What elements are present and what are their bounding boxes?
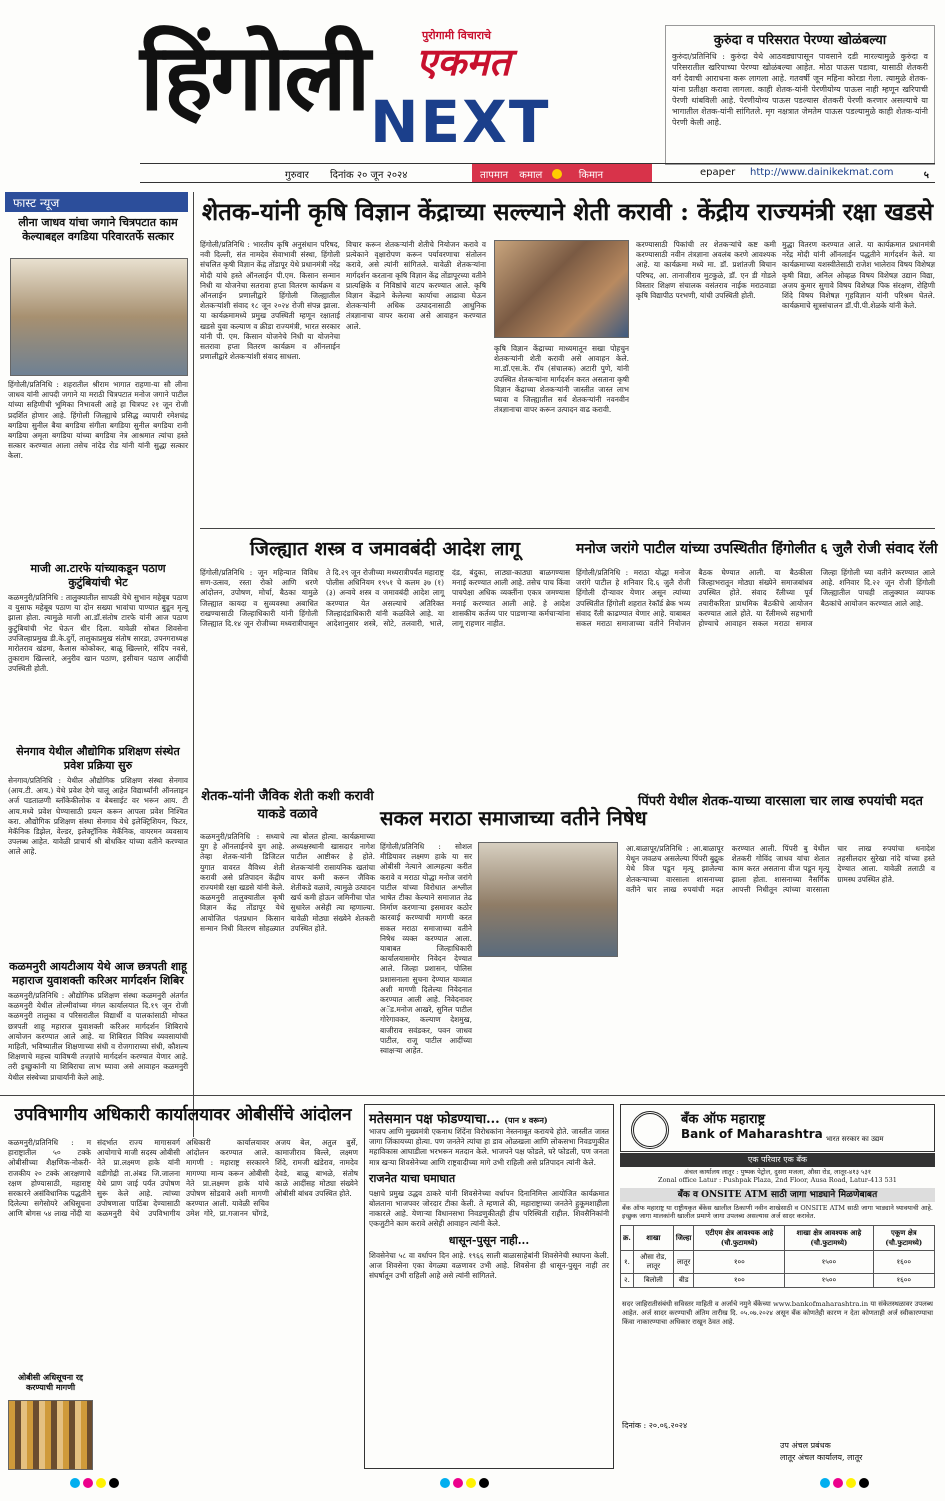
black-dot [109,1478,119,1488]
subhead: धासून-पुसून नाही... [448,1233,530,1247]
story-body: हिंगोली/प्रतिनिधि : मराठा योद्धा मनोज जरांगे पाटील हे शनिवार दि.६ जुलै रोजी हिंगोली दौऱ्यावर येणार असून त्यांच्या उपस्थितीत हिंगोली शहरात रेकॉर्ड ब्रेक भव्य संवाद रॅली काढण्यात येणार आहे. याबाबत सकल मराठा समाजाच्या वतीने नियोजन बैठक घेण्यात आली. या बैठकीला जिल्हाभरातून मोठ्या संख्येने समाजबांधव उपस्थित होते. संवाद रॅलीच्या पूर्व तयारीकरिता प्राथमिक बैठकीचे आयोजन करण्यात आले होते. या रॅलीमध्ये सहभागी होण्याचे आवाहन सकल मराठा समाज जिल्हा हिंगोली च्या वतीने करण्यात आले आहे. शनिवार दि.२२ जून रोजी हिंगोली जिल्ह्यातील पाचही तालुक्यात व्यापक बैठकांचे आयोजन करण्यात आले आहे. [576,568,935,629]
magenta-dot [833,1478,843,1488]
color-registration-strip [70,1478,119,1490]
black-dot [859,1478,869,1488]
table-cell: १५०० [785,1274,873,1288]
bank-office [622,1168,933,1184]
story-body: सेनगाव/प्रतिनिधि : येथील औद्योगिक प्रशिक्षण संस्था सेनगाव (आय.टी. आय.) येथे प्रवेश देणे चालू आहेत विद्यार्थ्यांनी ऑनलाइन अर्ज पडताळणी ब्लॉकेकीलोक व बेबसाईट वर भरून आय. टी आय.मध्ये प्रवेश घेण्यासाठी प्रयत्न करून आपला प्रवेश निश्चित करा. औद्योगिक प्रशिक्षण संस्था सेनगाव येथे इलेक्ट्रिशियन, फिटर, मेकॅनिक डिझेल, वेल्डर, इलेक्ट्रॉनिक मेकॅनिक, वायरमन व्यवसाय उपलब्ध आहेत. यावेळी प्राचार्य श्री बोधकिर यांच्या वतीने करण्यात आले आहे. [8,776,188,857]
cyan-dot [820,1478,830,1488]
paper-logo: एकमत [416,39,511,84]
table-header-row [621,1226,935,1251]
cyan-dot [70,1478,80,1488]
subhead: राजनेत याचा घमाघात [369,1171,456,1185]
story-body: भाजप आणि मुख्यमंत्री एकनाथ शिंदेंना विरोधकांना नेस्तनाबूत करायचे होते. जास्तीत जास्त जागा जिंकायच्या होत्या. पण जनतेने त्यांचा हा डाव ओळखला आणि लोकसभा निवडणुकीत महाविकास आघाडीला भरभरून मतदान केले. भाजपने पक्ष फोडले, घरे फोडली, पण जनता मात्र खऱ्या शिवसेनेच्या आणि राष्ट्रवादीच्या मागे उभी राहिली असे प्रतिपादन त्यांनी केले. [369,1127,609,1167]
organic-headline: शेतक-यांनी जैविक शेती कशी करावी याकडे वळावे [201,789,374,822]
lead-text: मुद्धा वितरण करण्यात आले. या कार्यक्रमात प्रधानमंत्री नरेंद्र मोदी यांनी ऑनलाईन पद्धतीने मार्गदर्शन केले. या कार्यक्रमाच्या यशस्वीतेसाठी राजेश भालेराव विषय विशेषज्ञ कृषी विद्या, अनिल ओव्हळ विषय विशेषज्ञ उद्यान विद्या, अजय कुमार सुगावे विषय विशेषज्ञ पिक संरक्षण, रोहिणी शिंदे विषय विशेषज्ञ गृहविज्ञान यांनी परिश्रम घेतले. कार्यक्रमाचे सूत्रसंचालन डॉ.पी.पी.शेळके यांनी केले. [782,240,935,311]
table-header: एकूण क्षेत्र (चौ.फुटामध्ये) [873,1226,934,1251]
felicitation-photo [10,258,188,376]
cyan-dot [440,1478,450,1488]
page-number: ५ [923,170,929,181]
pimpri-story [626,844,935,1087]
bank-name-english: Bank of Maharashtra [681,1127,823,1141]
obc-headline: उपविभागीय अधिकारी कार्यालयावर ओबीसींचे आंदोलन [14,1105,352,1125]
story-body: कळमनुरी/प्रतिनिधि : म हाराष्ट्रातील ५० टक्के ओबीसीच्या शैक्षणिक-नोकरी-राजकीय २० टक्के आरक्षणाचे रक्षण होण्यासाठी, महाराष्ट्र सरकारने असंविधानिक पद्धतीने दिलेल्या सगेसोयरे अधिसूचना आणि बोगस ५४ लाख नोंदी या संदर्भात राज्य मागासवर्ग आयोगाचे माजी सदस्य ओबीसी नेते प्रा.लक्ष्मण हाके यांनी वडीगोद्री ता.अंबड जि.जालना येथे प्राण जाई पर्यंत उपोषण सुरू केले आहे. त्यांच्या उपोषणाला पाठिंबा देण्यासाठी कळमनुरी येथे उपविभागीय अधिकारी कार्यालयावर आंदोलन करण्यात आले. मागणी : महाराष्ट्र सरकारने मागण्या मान्य करून ओबीसी नेते प्रा.लक्ष्मण हाके यांचे उपोषण सोडवावे अशी मागणी करण्यात आली. यावेळी सचिव उमेश गोरे, प्रा.गजानन घोंगडे, अजय बेल, अतुल बुर्से, कामाजीराव बिल्ले, लक्ष्मण शिंदे, रामजी खंडेराव, नामदेव देवडे, बाळू बाभळे, संतोष काळे आदींसह मोठ्या संख्येने ओबीसी बांधव उपस्थित होते. [8,1138,358,1219]
magenta-dot [453,1478,463,1488]
temperature-box [472,164,652,182]
yellow-dot [96,1478,106,1488]
continued-from: (पान ४ वरून) [504,1115,548,1125]
bank-ad-header [620,1104,935,1152]
section-divider [200,528,935,529]
min-label: किमान [578,170,604,181]
bank-tagline: एक परिवार एक बँक [620,1153,935,1167]
story-body: हिंगोली/प्रतिनिधि : सोशल मीडियावर लक्ष्मण हाके या सर ओबीसी नेत्याने आत्महत्या करीत करावे व मराठा योद्धा मनोज जरांगे पाटील यांच्या विरोधात अश्लील भाषेत टीका केल्याने समाजात तेढ निर्माण करणाऱ्या इसमावर कठोर कारवाई करण्याची मागणी करत सकल मराठा समाजाच्या वतीने निषेध व्यक्त करण्यात आला. याबाबत जिल्हाधिकारी कार्यालयासमोर निवेदन देण्यात आले. जिल्हा प्रशासन, पोलिस प्रशासनाला सुचना देण्यात याव्यात अशी मागणी दिलेल्या निवेदनात करण्यात आली आहे. निवेदनावर अॅड.मनोज आखरे, सुनिल पाटील गोरेगावकर, कल्याण देशमुख, बाजीराव सवंडकर, पवन जाधव पाटील, राजू पाटील आदींच्या स्वाक्षऱ्या आहेत. [380,842,472,1056]
top-story-body: कुरुंदा/प्रतिनिधि : कुरुंदा येथे आठवड्यापासून पावसाने दडी मारल्यामुळे कुरुंदा व परिसरातील खरिपाच्या पेरण्या खोळंबल्या आहेत. मोठा पाऊस पडावा, यासाठी शेतकरी वर्ग देवाची आराधना करू लागला आहे. गतवर्षी जून महिना कोरडा गेला. त्यामुळे शेतक-यांना प्रतीक्षा करावा लागला. काही शेतक-यांनी पेरणीयोग्य पाऊस नाही म्हणून खरिपाची पेरणी थांबविली आहे. पेरणीयोग्य पाऊस पडल्यास शेतकरी पेरणी करणार असल्याचे या भागातील शेतक-यांनी सांगितले. मृग नक्षत्रात जेमतेम पाऊस पडल्यामुळे काही शेतक-यांनी पेरणी केली आहे. [672,52,928,127]
office-address-en: Zonal office Latur : Pushpak Plaza, 2nd Floor, Ausa Road, Latur-413 531 [658,1176,897,1184]
notice-title: बँक व ONSITE ATM साठी जागा भाड्याने मिळणेबाबत [620,1188,935,1202]
table-cell: १०० [694,1274,785,1288]
bank-footer [622,1300,933,1410]
caption: ओबीसी अधिसूचना रद्द करण्याची मागणी [17,1372,84,1392]
table-cell: औसा रोड, लातूर [633,1251,673,1274]
lead-headline: शेतक-यांनी कृषि विज्ञान केंद्राच्या सल्ल्याने शेती करावी : केंद्रीय राज्यमंत्री रक्षा खडसे [201,197,934,226]
story-title: लीना जाधव यांचा जगाने चित्रपटात काम केल्याबद्दल वगडिया परिवारतर्फे सत्कार [18,216,178,243]
table-cell: बिलोली [633,1274,673,1288]
fast-news-story-2 [8,562,188,737]
magenta-dot [83,1478,93,1488]
story-body: हिंगोली/प्रतिनिधि : जून महिन्यात विविध सण-उत्सव, रस्ता रोको आणि धरणे आंदोलन, उपोषण, मोर्चा, बैठका यामुळे जिल्ह्यात कायदा व सुव्यवस्था अबाधित राखण्यासाठी जिल्हाधिकारी यांनी हिंगोली जिल्ह्यात दि.१४ जून रोजीच्या मध्यरात्रीपासून ते दि.२९ जून रोजीच्या मध्यरात्रीपर्यंत महाराष्ट्र पोलीस अधिनियम १९५१ चे कलम ३७ (१) (३) अन्वये शस्त्र व जमावबंदी आदेश लागू करण्यात येत असल्याचे अतिरिक्त जिल्हादंडाधिकारी यांनी कळविले आहे. या आदेशानुसार शस्त्रे, सोटे, तलवारी, भाले, दंड, बंदुका, लाठ्या-काठ्या बाळगण्यास मनाई करण्यात आली आहे. तसेच पाच किंवा पाचपेक्षा अधिक व्यक्तींना एकत्र जमण्यास मनाई करण्यात आली आहे. हे आदेश शासकीय कर्तव्य पार पाडणाऱ्या कर्मचाऱ्यांना लागू राहणार नाहीत. [200,568,570,629]
obc-caption [8,1372,93,1395]
story-body: कळमनुरी/प्रतिनिधि : तालुक्यातील सापळी येथे सुभान महेबूब पठाण व युसाफ महेबूब पठाण या दोन सख्या भावांचा पाण्यात बुडून मृत्यू झाला होता. त्यामुळे माजी आ.डॉ.संतोष टारफे यांनी आज पठाण कुटुंबियांची भेट घेऊन धीर दिला. यावेळी सोबत शिवसेना उपजिल्हाप्रमुख डी.के.दुर्गे, तालुकाप्रमुख संतोष सारडा, उपनगराध्यक्ष मारोतराव खंडमा, कैलास कोकोकर, बाळू खिल्लारे, संदिप नवसे, तुकाराम खिल्लारे, अनुरीव खान पठाण, इसीयान पठाण आदींची उपस्थिती होती. [8,593,188,674]
color-registration-strip [440,1478,489,1490]
story-body: कळमनुरी/प्रतिनिधि : औद्योगिक प्रशिक्षण संस्था कळमनुरी अंतर्गत कळमनुरी येथील तोल्मीवांच्या मंगल कार्यालयात दि.१९ जून रोजी कळमनुरी तालुका व परिसरातील विद्यार्थी व पालकांसाठी मोफत छत्रपती शाहू महाराज युवाशक्ती करिअर मार्गदर्शन शिबिराचे आयोजन करण्यात आले आहे. या शिबिरात विविध व्यवसायांची माहिती, भविष्यातील शिक्षणाच्या संधी व रोजगाराच्या संधी, कौशल्य शिक्षणाचे महत्त्व याविषयी तज्ज्ञांचे मार्गदर्शन करण्यात येणार आहे. तरी इच्छुकांनी या शिबिराचा लाभ घ्यावा असे आवाहन कळमनुरी येथील संस्थेच्या प्राचार्यांनी केले आहे. [8,991,188,1082]
yellow-dot [466,1478,476,1488]
lead-col-2 [346,240,486,520]
table-cell: १६०० [873,1274,934,1288]
date: दिनांक २० जून २०२४ [330,170,408,181]
top-story-title: कुरुंदा व परिसरात पेरण्या खोळंबल्या [713,33,887,48]
story-body: पक्षाचे प्रमुख उद्धव ठाकरे यांनी शिवसेनेच्या वर्धापन दिनानिमित्त आयोजित कार्यक्रमात बोलताना भाजपवर जोरदार टीका केली. ते म्हणाले की, महाराष्ट्राच्या जनतेने हुकूमशाहीला नाकारले आहे. येणाऱ्या विधानसभा निवडणुकीतही हीच परिस्थिती राहील. शिवसैनिकांनी एकजुटीने काम करावे असेही आवाहन त्यांनी केले. [369,1188,609,1229]
weapons-headline: जिल्ह्यात शस्त्र व जमावबंदी आदेश लागू [249,538,521,560]
lead-col-3 [494,344,629,520]
column-divider [193,192,194,1137]
table-header: जिल्हा [673,1226,694,1251]
temp-label: तापमान [480,170,509,181]
lead-text: कृषि विज्ञान केंद्राच्या माध्यमातून सखा पोहचुन शेतकऱ्यांनी शेती करावी असे आवाहन केले. मा.डॉ.एस.के. रॉय (संचालक) अटारी पुणे, यांनी उपस्थित शेतकऱ्यांना मार्गदर्शन करत असताना कृषी विज्ञान केंद्राच्या शेतकऱ्यांनी जास्तीत जास्त लाभ घ्यावा व जिल्ह्यातील सर्व शेतकऱ्यांनी नवनवीन तंत्रज्ञानाचा वापर करून उत्पादन वाढ करावी. [494,344,629,415]
top-story-box [665,25,935,165]
story-title: सेनगाव येथील औद्योगिक प्रशिक्षण संस्थेत प्रवेश प्रक्रिया सुरु [16,745,180,772]
table-header: शाखा [633,1226,673,1251]
tagline: पुरोगामी विचाराचे [422,29,492,42]
fast-news-story-1 [8,216,188,247]
lead-photo [494,240,629,338]
obc-story [8,1138,358,1368]
website-link[interactable]: http://www.dainikekmat.com [750,167,894,178]
bank-name-marathi: बँक ऑफ महाराष्ट्र [681,1112,766,1127]
table-header: क्र. [621,1226,634,1251]
office-address: अंचल कार्यालय लातूर : पुष्पक पेट्रोल, दुसरा मजला, औसा रोड, लातूर-४१३ ५३१ [683,1168,872,1176]
fast-news-header [5,192,188,212]
ad-date: दिनांक : २०.०६.२०२४ [622,1421,688,1430]
protest-photo [478,842,618,957]
table-cell: लातूर [673,1251,694,1274]
fast-news-story-3 [8,745,188,955]
maratha-headline: सकल मराठा समाजाच्या वतीने निषेध [380,806,647,830]
bank-logo-icon [631,1111,669,1149]
story-title: माजी आ.टारफे यांच्याकडून पठाण कुटुंबियांची भेट [30,562,166,589]
fast-news-story-1-body [8,380,188,555]
continued-headline [369,1109,609,1127]
story-title: कळमनुरी आयटीआय येथे आज छत्रपती शाहू महाराज युवाशक्ती करिअर मार्गदर्शन शिबिर [9,960,187,987]
table-cell: १६०० [873,1251,934,1274]
table-row [621,1251,935,1274]
lead-col-5 [782,240,935,520]
lead-col-4 [636,240,776,520]
continued-story-box [364,1104,614,1469]
maratha-story [380,842,472,1087]
rally-headline: मनोज जरांगे पाटील यांच्या उपस्थितीत हिंगोलीत ६ जुलै रोजी संवाद रॅली [576,541,938,557]
obc-protest-photo [8,1400,93,1470]
masthead [140,22,660,156]
table-header: शाखा क्षेत्र आवश्यक आहे (चौ.फुटामध्ये) [785,1226,873,1251]
yellow-dot [846,1478,856,1488]
day: गुरुवार [285,170,309,181]
sun-icon [552,169,562,179]
table-cell: १०० [694,1251,785,1274]
lead-col-1 [200,240,340,520]
story-body: हिंगोली/प्रतिनिधि : शहरातील श्रीराम भागात राहणा-या सौ लीना जाधव यांनी आपदी जगाने या मराठी चित्रपटात मनोज जगाने पाटील यांच्या सहिणीची भूमिका निभावली आहे हा चित्रपट २१ जून रोजी प्रदर्शित होणार आहे. हिंगोली जिल्ह्याचे प्रसिद्ध व्यापारी रमेशचंद्र बगडिया सुनील बैया बगडिया संगीता बगडिया सुनील बगडिया रानी बगडिया अमृता बगडिया यांच्या बगडिया नेत्र आश्रमात त्यांचा हस्ते सत्कार करण्यात आला तसेच नांदेड रोड यांनी यांनी सुद्धा सत्कार केला. [8,380,188,461]
lead-text: करण्यासाठी पिकांची तर शेतकऱ्यांचे कष्ट कमी करण्यासाठी नवीन तंत्रज्ञाना अवलंब करणे आवश्यक आहे. या कार्यक्रमा मध्ये मा. डॉ. प्रशांतजी बिचान परिषद, आ. तानाजीराव मुटकुळे, डॉ. एन डी गोडले विस्तार शिक्षण संचालक वसंतराव नाईक मराठवाडा कृषि विद्यापीठ परभणी, यांची उपस्थिती होती. [636,240,776,301]
branch-table [620,1225,935,1288]
headline-text: मतेसमान पक्ष फोडण्याचा... [369,1112,500,1127]
pimpri-headline: पिंपरी येथील शेतक-याच्या वारसाला चार लाख रुपयांची मदत [638,794,923,809]
lead-text: हिंगोली/प्रतिनिधि : भारतीय कृषि अनुसंधान परिषद, नवी दिल्ली, संत नामदेव सेवाभावी संस्था, हिंगोली संचलित कृषी विज्ञान केंद्र तोंडापूर येथे प्रधानमंत्री नरेंद्र मोदी यांचे हस्ते ऑनलाईन पी.एम. किसान सन्मान निधी या योजनेचा सतरावा हप्ता वितरण कार्यक्रम व ऑनलाईन प्रणालीद्वारे हिंगोली जिल्ह्यातील शेतकऱ्यांशी संवाद १८ जून २०२४ रोजी संपन्न झाला. या कार्यक्रमामध्ये प्रमुख उपस्थिती म्हणून रक्षाताई खडसे युवा कल्याण व क्रीडा राज्यमंत्री, भारत सरकार यांनी पी. एम. किसान योजनेचे निधी या योजनेचा सतरावा हप्ता वितरण कार्यक्रम व ऑनलाईन प्रणालीद्वारे शेतकऱ्यांशी संवाद साधला. [200,240,340,362]
rally-story [576,568,935,778]
black-dot [479,1478,489,1488]
edition-logo: NEXT [370,88,551,156]
table-row [621,1274,935,1288]
footer-text: सदर जाहिरातीसंबंधी सविस्तर माहिती व अर्जाचे नमुने बँकेच्या www.bankofmaharashtra.in या संकेतस्थळावर उपलब्ध आहेत. अर्ज सादर करण्याची अंतिम तारीख दि. ०५.०७.२०२४ असून बँक कोणतेही कारण न देता कोणताही अर्ज स्वीकारण्याचा किंवा नाकारण्याचा अधिकार राखून ठेवत आहे. [622,1300,933,1326]
table-cell: बीड [673,1274,694,1288]
organic-story [200,832,375,1087]
table-cell: १५०० [785,1251,873,1274]
city-title: हिंगोली [140,23,369,131]
date-bar [140,163,935,183]
story-body: शिवसेनेचा ५८ वा वर्धापन दिन आहे. १९६६ साली बाळासाहेबांनी शिवसेनेची स्थापना केली. आज शिवसेना एका वेगळ्या वळणावर उभी आहे. शिवसेना ही धासून-पुसून नाही तर संघर्षातून उभी राहिली आहे असे त्यांनी सांगितले. [369,1250,609,1281]
notice-body [622,1204,933,1220]
table-header: एटीएम क्षेत्र आवश्यक आहे (चौ.फुटामध्ये) [694,1226,785,1251]
color-registration-strip [820,1478,869,1490]
lead-text: विचार करून शेतकऱ्यांनी शेतीचे नियोजन करावे व प्रत्येकाने वृक्षारोपण करून पर्यावरणाचा संतोलन करावे, असे त्यांनी सांगितले. यावेळी शेतकऱ्यांना मार्गदर्शन करताना कृषि विज्ञान केंद्र तोंडापूरच्या वतीने प्रात्यक्षिके व निविष्ठांचे वाटप करण्यात आले. कृषि विज्ञान केंद्राने केलेल्या कार्याचा आढावा घेऊन शेतकऱ्यांनी अधिक उत्पादनासाठी आधुनिक तंत्रज्ञानाचा वापर करावा असे आवाहन करण्यात आले. [346,240,486,331]
signer: उप अंचल प्रबंधक [780,1441,831,1450]
epaper-label: epaper [700,167,736,178]
story-body: आ.बाळापूर/प्रतिनिधि : आ.बाळापूर येथून जवळच असलेल्या पिंपरी बुद्रुक येथे विज पडून मृत्यू झालेल्या शेतकऱ्याच्या वारसाला शासनाच्या वतीने चार लाख रुपयांची मदत करण्यात आली. पिंपरी बु येथील शेतकरी गोविंद जाधव यांचा शेतात काम करत असताना वीज पडून मृत्यू झाला होता. शासनाच्या नैसर्गिक आपत्ती निधीतून त्यांच्या वारसाला चार लाख रुपयांचा धनादेश तहसीलदार सुरेखा नांदे यांच्या हस्ते देण्यात आला. यावेळी तलाठी व ग्रामस्थ उपस्थित होते. [626,844,935,894]
max-label: कमाल [519,170,543,181]
fast-news-label: फास्ट न्यूज [13,196,60,210]
table-cell: १. [621,1251,634,1274]
continued-story [369,1127,609,1472]
notice-text: बँक ऑफ महाराष्ट्र या राष्ट्रीयकृत बँकेस खालील ठिकाणी नवीन शाखेसाठी व ONSITE ATM साठी जागा भाड्याने घ्यावयाची आहे. इच्छुक जागा मालकांनी खालील प्रमाणे जागा उपलब्ध असल्यास अर्ज सादर करावेत. [622,1204,933,1220]
story-body: कळमनुरी/प्रतिनिधि : सध्याचे युग हे ऑनलाईनचे युग आहे. तेव्हा शेतक-यांनी डिजिटल युगात वावरत वैविध्य शेती करावी असे प्रतिपादन केंद्रीय राज्यमंत्री रक्षा खडसे यांनी केले. कळमनुरी तालुक्यातील कृषी विज्ञान केंद्र तोंडापूर येथे आयोजित पंतप्रधान किसान सन्मान निधी वितरण सोहळ्यात त्या बोलत होत्या. कार्यक्रमाच्या अध्यक्षस्थानी खासदार नागेश पाटील आष्टीकर हे होते. शेतकऱ्यांनी रासायनिक खतांचा वापर कमी करून जैविक शेतीकडे वळावे, त्यामुळे उत्पादन खर्च कमी होऊन जमिनीचा पोत सुधारेल असेही त्या म्हणाल्या. यावेळी मोठ्या संख्येने शेतकरी उपस्थित होते. [200,832,375,933]
bank-sub: भारत सरकार का उद्यम [826,1135,884,1143]
weapons-story [200,568,570,778]
table-cell: २. [621,1274,634,1288]
signer-office: लातूर अंचल कार्यालय, लातूर [780,1453,863,1462]
section-divider [0,1095,945,1096]
